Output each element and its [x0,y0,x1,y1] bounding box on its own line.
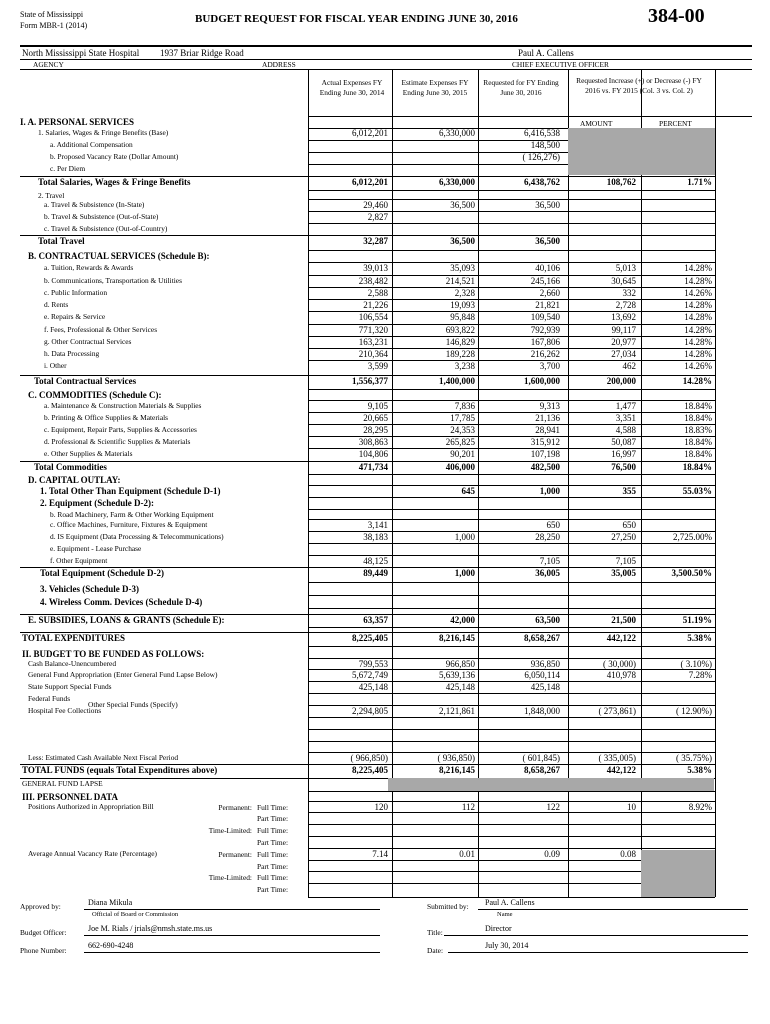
cell-requested: 8,658,267 [524,765,560,775]
amount-header: AMOUNT [580,119,613,128]
cell-actual: 6,012,201 [352,177,388,187]
row-label: Federal Funds [28,694,71,703]
row-label: I. A. PERSONAL SERVICES [20,117,134,127]
row-label: 2. Equipment (Schedule D-2): [40,498,155,508]
cell-percent: ( 3.10%) [680,659,712,669]
row-label: Total Equipment (Schedule D-2) [40,568,164,578]
ceo-name: Paul A. Callens [518,48,574,58]
row-label: c. Public Information [44,288,108,297]
cell-amount: 30,645 [611,276,636,286]
date-label: Date: [427,946,444,955]
cell-requested: 650 [546,520,560,530]
cell-actual: 425,148 [358,682,388,692]
cell-estimate: 7,836 [454,401,475,411]
row-label: 2. Travel [38,191,65,200]
cell-requested: 7,105 [539,556,560,566]
cell-percent: 55.03% [682,486,712,496]
submission-date: July 30, 2014 [485,941,529,950]
row-label: Total Travel [38,236,85,246]
row-label: g. Other Contractual Services [44,337,132,346]
cell-requested: 425,148 [530,682,560,692]
row-label: 3. Vehicles (Schedule D-3) [40,584,139,594]
row-label: Cash Balance-Unencumbered [28,659,117,668]
cell-estimate: 6,330,000 [439,128,475,138]
cell-estimate: 24,353 [450,425,475,435]
cell-actual: 7.14 [372,849,388,859]
cell-estimate: 146,829 [445,337,475,347]
row-label: b. Travel & Subsistence (Out-of-State) [44,212,159,221]
row-label: c. Per Diem [50,164,86,173]
cell-actual: 8,225,405 [352,765,388,775]
cell-requested: 1,600,000 [524,376,560,386]
cell-percent: 14.28% [684,276,712,286]
cell-requested: 148,500 [530,140,560,150]
cell-actual: 8,225,405 [352,633,388,643]
cell-actual: 39,013 [363,263,388,273]
cell-requested: 21,821 [535,300,560,310]
budget-officer-label: Budget Officer: [20,928,67,937]
personnel-time-label: Full Time: [257,803,289,812]
cell-estimate: 189,228 [445,349,475,359]
personnel-time-label: Part Time: [257,862,289,871]
cell-requested: 28,941 [535,425,560,435]
cell-actual: 1,556,377 [352,376,388,386]
cell-actual: 38,183 [363,532,388,542]
cell-requested: 6,416,538 [524,128,560,138]
row-label: b. Proposed Vacancy Rate (Dollar Amount) [50,152,179,161]
cell-percent: 3,500.50% [671,568,712,578]
budget-officer: Joe M. Rials / jrials@nmsh.state.ms.us [88,924,213,933]
cell-amount: 4,588 [615,425,636,435]
name-label: Name [497,911,513,918]
cell-requested: 122 [546,802,560,812]
cell-percent: 14.28% [684,325,712,335]
cell-actual: 104,806 [358,449,388,459]
cell-percent: ( 35.75%) [676,753,712,763]
cell-requested: 21,136 [535,413,560,423]
row-label: Average Annual Vacancy Rate (Percentage) [28,849,157,858]
phone-label: Phone Number: [20,946,67,955]
cell-estimate: 112 [461,802,475,812]
cell-estimate: 42,000 [450,615,475,625]
cell-percent: 1.71% [687,177,712,187]
cell-amount: 35,005 [611,568,636,578]
cell-requested: 40,106 [535,263,560,273]
cell-amount: 2,728 [615,300,636,310]
cell-requested: 109,540 [530,312,560,322]
cell-estimate: 406,000 [445,462,475,472]
row-label: f. Other Equipment [50,556,108,565]
cell-percent: 7.28% [688,670,712,680]
cell-requested: 792,939 [530,325,560,335]
col-requested-header: Requested for FY Ending June 30, 2016 [483,78,559,97]
cell-estimate: 19,093 [450,300,475,310]
cell-actual: 63,357 [363,615,388,625]
row-label: c. Travel & Subsistence (Out-of-Country) [44,224,168,233]
cell-estimate: 36,500 [450,236,475,246]
cell-requested: 8,658,267 [524,633,560,643]
other-special-funds-label: Other Special Funds (Specify) [88,700,178,709]
cell-actual: 29,460 [363,200,388,210]
personnel-time-label: Part Time: [257,814,289,823]
cell-percent: 14.28% [684,349,712,359]
cell-amount: 16,997 [611,449,636,459]
cell-estimate: 5,639,136 [439,670,475,680]
cell-estimate: 265,825 [445,437,475,447]
cell-requested: 63,500 [535,615,560,625]
cell-amount: 27,034 [611,349,636,359]
phone-number: 662-690-4248 [88,941,134,950]
cell-estimate: 966,850 [445,659,475,669]
row-label: b. Road Machinery, Farm & Other Working Equipment [50,510,214,519]
cell-estimate: 693,822 [445,325,475,335]
cell-actual: 2,588 [367,288,388,298]
row-label: e. Equipment - Lease Purchase [50,544,142,553]
cell-percent: 18.84% [682,462,712,472]
cell-requested: 245,166 [530,276,560,286]
row-label: e. Repairs & Service [44,312,106,321]
cell-estimate: 425,148 [445,682,475,692]
row-label: c. Office Machines, Furniture, Fixtures & Equipment [50,520,208,529]
personnel-type-label: Permanent: [218,803,252,812]
cell-percent: 5.38% [687,765,712,775]
submitted-label: Submitted by: [427,902,469,911]
cell-actual: 9,105 [367,401,388,411]
cell-requested: 9,313 [539,401,560,411]
cell-requested: 315,912 [530,437,560,447]
cell-actual: 163,231 [358,337,388,347]
cell-amount: 50,087 [611,437,636,447]
col-actual-header: Actual Expenses FY Ending June 30, 2014 [319,78,385,97]
cell-amount: 650 [622,520,636,530]
cell-percent: 14.26% [684,288,712,298]
cell-amount: 10 [627,802,636,812]
cell-amount: 108,762 [606,177,636,187]
cell-percent: 14.28% [684,263,712,273]
cell-amount: 20,977 [611,337,636,347]
cell-amount: ( 30,000) [603,659,636,669]
row-label: Total Commodities [34,462,107,472]
row-label: Positions Authorized in Appropriation Bill [28,802,154,811]
cell-actual: 3,141 [367,520,388,530]
row-label: d. IS Equipment (Data Processing & Telecommunications) [50,532,224,541]
personnel-time-label: Full Time: [257,873,289,882]
row-label: 4. Wireless Comm. Devices (Schedule D-4) [40,597,203,607]
approved-label: Approved by: [20,902,61,911]
cell-requested: 6,438,762 [524,177,560,187]
personnel-type-label: Permanent: [218,850,252,859]
percent-header: PERCENT [659,119,692,128]
cell-amount: ( 273,861) [598,706,636,716]
cell-actual: 89,449 [363,568,388,578]
cell-actual: 21,226 [363,300,388,310]
row-label: c. Equipment, Repair Parts, Supplies & Accessories [44,425,197,434]
cell-actual: 771,320 [358,325,388,335]
shaded-cell [388,778,714,791]
row-label: a. Tuition, Rewards & Awards [44,263,134,272]
form-number: 384-00 [648,5,705,27]
personnel-type-label: Time-Limited: [208,826,252,835]
cell-requested: 36,005 [535,568,560,578]
officer-title: Director [485,924,512,933]
cell-estimate: 3,238 [454,361,475,371]
form-id: Form MBR-1 (2014) [20,21,88,30]
cell-actual: 471,734 [358,462,388,472]
personnel-time-label: Part Time: [257,885,289,894]
cell-amount: 3,351 [615,413,636,423]
row-label: GENERAL FUND LAPSE [22,779,103,788]
cell-requested: 36,500 [535,236,560,246]
cell-estimate: 1,000 [454,568,475,578]
cell-actual: 799,553 [358,659,388,669]
cell-amount: 1,477 [615,401,636,411]
row-label: Less: Estimated Cash Available Next Fiscal Period [28,753,179,762]
cell-percent: 18.84% [684,413,712,423]
cell-estimate: ( 936,850) [437,753,475,763]
cell-amount: 442,122 [606,765,636,775]
cell-requested: 6,050,114 [524,670,560,680]
cell-requested: 107,198 [530,449,560,459]
cell-amount: 76,500 [611,462,636,472]
cell-actual: 48,125 [363,556,388,566]
row-label: II. BUDGET TO BE FUNDED AS FOLLOWS: [22,649,205,659]
cell-percent: 14.28% [684,312,712,322]
cell-percent: 18.84% [684,401,712,411]
row-label: h. Data Processing [44,349,100,358]
row-label: i. Other [44,361,67,370]
personnel-time-label: Full Time: [257,850,289,859]
row-label: State Support Special Funds [28,682,112,691]
cell-estimate: 214,521 [445,276,475,286]
cell-estimate: 2,328 [454,288,475,298]
cell-estimate: 95,848 [450,312,475,322]
cell-requested: 167,806 [530,337,560,347]
row-label: a. Maintenance & Construction Materials & Supplies [44,401,202,410]
cell-amount: 442,122 [606,633,636,643]
cell-actual: ( 966,850) [350,753,388,763]
cell-percent: 18.84% [684,437,712,447]
cell-requested: 482,500 [530,462,560,472]
col-change-header: Requested Increase (+) or Decrease (-) FY 2016 vs. FY 2015 (Col. 3 vs. Col. 2) [576,76,702,95]
submitted-name: Paul A. Callens [485,898,535,907]
cell-estimate: 1,000 [454,532,475,542]
cell-requested: 28,250 [535,532,560,542]
cell-amount: 410,978 [606,670,636,680]
shaded-cell [641,850,715,897]
cell-amount: 355 [622,486,636,496]
cell-actual: 238,482 [358,276,388,286]
row-label: 1. Total Other Than Equipment (Schedule D-1) [40,486,221,496]
ceo-label: CHIEF EXECUTIVE OFFICER [512,60,609,69]
cell-requested: ( 601,845) [522,753,560,763]
cell-estimate: 6,330,000 [439,177,475,187]
row-label: D. CAPITAL OUTLAY: [28,475,121,485]
agency-name: North Mississippi State Hospital [22,48,140,58]
cell-estimate: 645 [461,486,475,496]
cell-estimate: 35,093 [450,263,475,273]
cell-actual: 6,012,201 [352,128,388,138]
cell-amount: 27,250 [611,532,636,542]
cell-percent: 14.26% [684,361,712,371]
col-estimate-header: Estimate Expenses FY Ending June 30, 2015 [401,78,469,97]
shaded-cell [647,128,715,175]
cell-actual: 106,554 [358,312,388,322]
cell-estimate: 17,785 [450,413,475,423]
cell-percent: 8.92% [688,802,712,812]
cell-estimate: 0.01 [459,849,475,859]
cell-estimate: 8,216,145 [439,765,475,775]
personnel-type-label: Time-Limited: [208,873,252,882]
cell-percent: 2,725.00% [673,532,712,542]
state-name: State of Mississippi [20,10,84,19]
cell-requested: 36,500 [535,200,560,210]
row-label: TOTAL EXPENDITURES [22,633,125,643]
cell-requested: 936,850 [530,659,560,669]
cell-percent: 51.19% [682,615,712,625]
cell-percent: 18.83% [684,425,712,435]
cell-amount: 200,000 [606,376,636,386]
row-label: a. Travel & Subsistence (In-State) [44,200,145,209]
personnel-time-label: Full Time: [257,826,289,835]
agency-label: AGENCY [33,60,64,69]
row-label: E. SUBSIDIES, LOANS & GRANTS (Schedule E): [28,615,225,625]
row-label: C. COMMODITIES (Schedule C): [28,390,162,400]
cell-amount: 5,013 [615,263,636,273]
cell-estimate: 1,400,000 [439,376,475,386]
cell-estimate: 90,201 [450,449,475,459]
cell-requested: 2,660 [539,288,560,298]
approved-sub: Official of Board or Commission [92,911,179,918]
address-label: ADDRESS [262,60,296,69]
row-label: B. CONTRACTUAL SERVICES (Schedule B): [28,251,210,261]
cell-amount: ( 335,005) [598,753,636,763]
shaded-cell [568,128,647,175]
cell-actual: 120 [374,802,388,812]
row-label: Total Contractual Services [34,376,137,386]
cell-requested: ( 126,276) [522,152,560,162]
row-label: 1. Salaries, Wages & Fringe Benefits (Base) [38,128,169,137]
cell-percent: 14.28% [684,337,712,347]
cell-amount: 7,105 [615,556,636,566]
row-label: a. Additional Compensation [50,140,133,149]
cell-actual: 20,665 [363,413,388,423]
agency-address: 1937 Briar Ridge Road [160,48,244,58]
row-label: d. Professional & Scientific Supplies & Materials [44,437,191,446]
cell-requested: 1,848,000 [524,706,560,716]
cell-requested: 216,262 [530,349,560,359]
cell-percent: 14.28% [682,376,712,386]
title-label: Title: [427,928,443,937]
row-label: General Fund Appropriation (Enter General Fund Lapse Below) [28,670,218,679]
row-label: Total Salaries, Wages & Fringe Benefits [38,177,191,187]
row-label: e. Other Supplies & Materials [44,449,133,458]
cell-estimate: 8,216,145 [439,633,475,643]
row-label: f. Fees, Professional & Other Services [44,325,158,334]
cell-estimate: 2,121,861 [439,706,475,716]
cell-amount: 462 [622,361,636,371]
cell-actual: 5,672,749 [352,670,388,680]
personnel-time-label: Part Time: [257,838,289,847]
cell-amount: 99,117 [611,325,636,335]
row-label: III. PERSONNEL DATA [22,792,118,802]
row-label: d. Rents [44,300,69,309]
cell-actual: 210,364 [358,349,388,359]
cell-percent: 5.38% [687,633,712,643]
cell-amount: 0.08 [620,849,636,859]
cell-actual: 2,294,805 [352,706,388,716]
row-label: Hospital Fee Collections [28,706,102,715]
cell-percent: 18.84% [684,449,712,459]
row-label: TOTAL FUNDS (equals Total Expenditures above) [22,765,218,775]
cell-requested: 1,000 [539,486,560,496]
cell-actual: 3,599 [367,361,388,371]
cell-requested: 3,700 [539,361,560,371]
page-title: BUDGET REQUEST FOR FISCAL YEAR ENDING JUNE 30, 2016 [195,13,518,25]
cell-actual: 2,827 [367,212,388,222]
row-label: b. Communications, Transportation & Utilities [44,276,182,285]
cell-percent: ( 12.90%) [676,706,712,716]
cell-actual: 32,287 [363,236,388,246]
row-label: b. Printing & Office Supplies & Materials [44,413,169,422]
approved-name: Diana Mikula [88,898,133,907]
cell-requested: 0.09 [544,849,560,859]
cell-estimate: 36,500 [450,200,475,210]
cell-actual: 308,863 [358,437,388,447]
cell-actual: 28,295 [363,425,388,435]
cell-percent: 14.28% [684,300,712,310]
cell-amount: 13,692 [611,312,636,322]
cell-amount: 21,500 [611,615,636,625]
cell-amount: 332 [622,288,636,298]
